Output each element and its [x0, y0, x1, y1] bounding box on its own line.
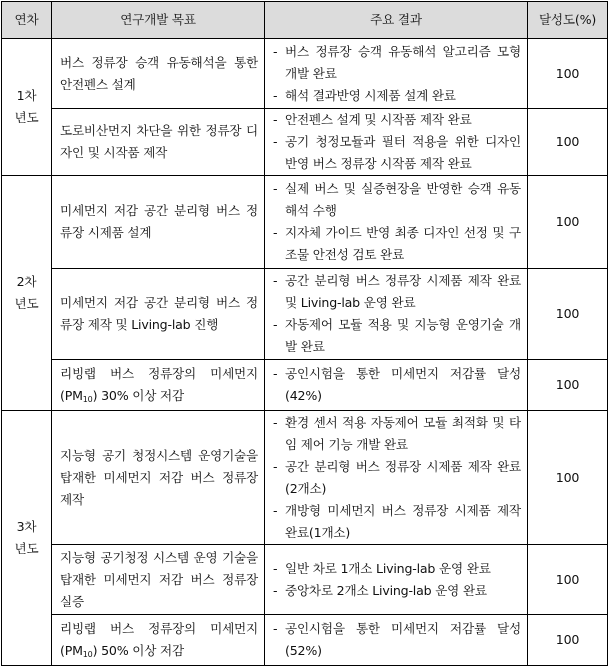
result-cell	[265, 176, 528, 269]
goal-cell: 지능형 공기 청정시스템 운영기술을 탑재한 미세먼지 저감 버스 정류장 제작	[52, 411, 265, 545]
achievement-cell: 100	[528, 109, 608, 176]
result-item: - 공인시험을 통한 미세먼지 저감률 달성 (42%)	[273, 366, 521, 403]
achievement-cell: 100	[528, 176, 608, 269]
year-cell	[2, 411, 52, 666]
achievement-cell: 100	[528, 545, 608, 615]
year-label: 3차	[16, 519, 37, 534]
result-item: - 실제 버스 및 실증현장을 반영한 승객 유동해석 수행	[273, 181, 521, 218]
rd-results-table	[1, 1, 608, 666]
goal-cell: 지능형 공기청정 시스템 운영 기술을 탑재한 미세먼지 저감 버스 정류장 실증	[52, 545, 265, 615]
goal-cell: 미세먼지 저감 공간 분리형 버스 정류장 시제품 설계	[52, 176, 265, 269]
result-cell	[265, 545, 528, 615]
achievement-cell: 100	[528, 39, 608, 109]
result-cell	[265, 615, 528, 666]
table-row	[2, 615, 608, 666]
table-row	[2, 39, 608, 109]
result-cell	[265, 411, 528, 545]
goal-cell: 버스 정류장 승객 유동해석을 통한 안전펜스 설계	[52, 39, 265, 109]
achievement-cell: 100	[528, 411, 608, 545]
result-cell	[265, 360, 528, 411]
table-row	[2, 109, 608, 176]
goal-cell: 리빙랩 버스 정류장의 미세먼지 $(PM_{10})$ 50% 이상 저감	[52, 615, 265, 666]
header-year: 연차	[2, 2, 52, 39]
year-suffix: 년도	[14, 296, 39, 311]
header-goal: 연구개발 목표	[52, 2, 265, 39]
result-item: - 개방형 미세먼지 버스 정류장 시제품 제작 완료(1개소)	[273, 502, 521, 540]
result-item: - 해석 결과반영 시제품 설계 완료	[273, 87, 456, 103]
goal-cell: 리빙랩 버스 정류장의 미세먼지 $(PM_{10})$ 30% 이상 저감	[52, 360, 265, 411]
table-row	[2, 360, 608, 411]
goal-cell: 도로비산먼지 차단을 위한 정류장 디자인 및 시작품 제작	[52, 109, 265, 176]
year-cell	[2, 176, 52, 411]
header-row	[2, 2, 608, 39]
table-row	[2, 176, 608, 269]
result-item: - 안전펜스 설계 및 시작품 제작 완료	[273, 112, 472, 127]
year-label: 1차	[16, 88, 37, 103]
result-cell	[265, 109, 528, 176]
achievement-cell: 100	[528, 269, 608, 360]
result-item: - 일반 차로 1개소 Living-lab 운영 완료	[273, 560, 491, 576]
result-item: - 지자체 가이드 반영 최종 디자인 선정 및 구조물 안전성 검토 완료	[273, 225, 521, 262]
header-result: 주요 결과	[265, 2, 528, 39]
achievement-cell: 100	[528, 615, 608, 666]
table-row	[2, 545, 608, 615]
table-row	[2, 269, 608, 360]
result-item: - 공인시험을 통한 미세먼지 저감률 달성 (52%)	[273, 621, 521, 658]
result-item: - 자동제어 모듈 적용 및 지능형 운영기술 개발 완료	[273, 317, 521, 354]
result-item: - 버스 정류장 승객 유동해석 알고리즘 모형 개발 완료	[273, 43, 521, 81]
year-suffix: 년도	[14, 541, 39, 556]
result-item: - 중앙차로 2개소 Living-lab 운영 완료	[273, 582, 487, 598]
goal-cell: 미세먼지 저감 공간 분리형 버스 정류장 제작 및 Living-lab 진행	[52, 269, 265, 360]
result-item: - 공간 분리형 버스 정류장 시제품 제작 완료(2개소)	[273, 458, 521, 496]
result-item: - 공기 청정모듈과 필터 적용을 위한 디자인 반영 버스 정류장 시작품 제작 완료	[273, 134, 521, 171]
result-item: - 환경 센서 적용 자동제어 모듈 최적화 및 타임 제어 기능 개발 완료	[273, 414, 521, 452]
year-suffix: 년도	[14, 110, 39, 125]
result-cell	[265, 269, 528, 360]
result-cell	[265, 39, 528, 109]
header-achievement: 달성도(%)	[528, 2, 608, 39]
table-row	[2, 411, 608, 545]
result-item: - 공간 분리형 버스 정류장 시제품 제작 완료 및 Living-lab 운영 완료	[273, 273, 521, 310]
achievement-cell: 100	[528, 360, 608, 411]
year-cell	[2, 39, 52, 176]
year-label: 2차	[16, 274, 37, 289]
